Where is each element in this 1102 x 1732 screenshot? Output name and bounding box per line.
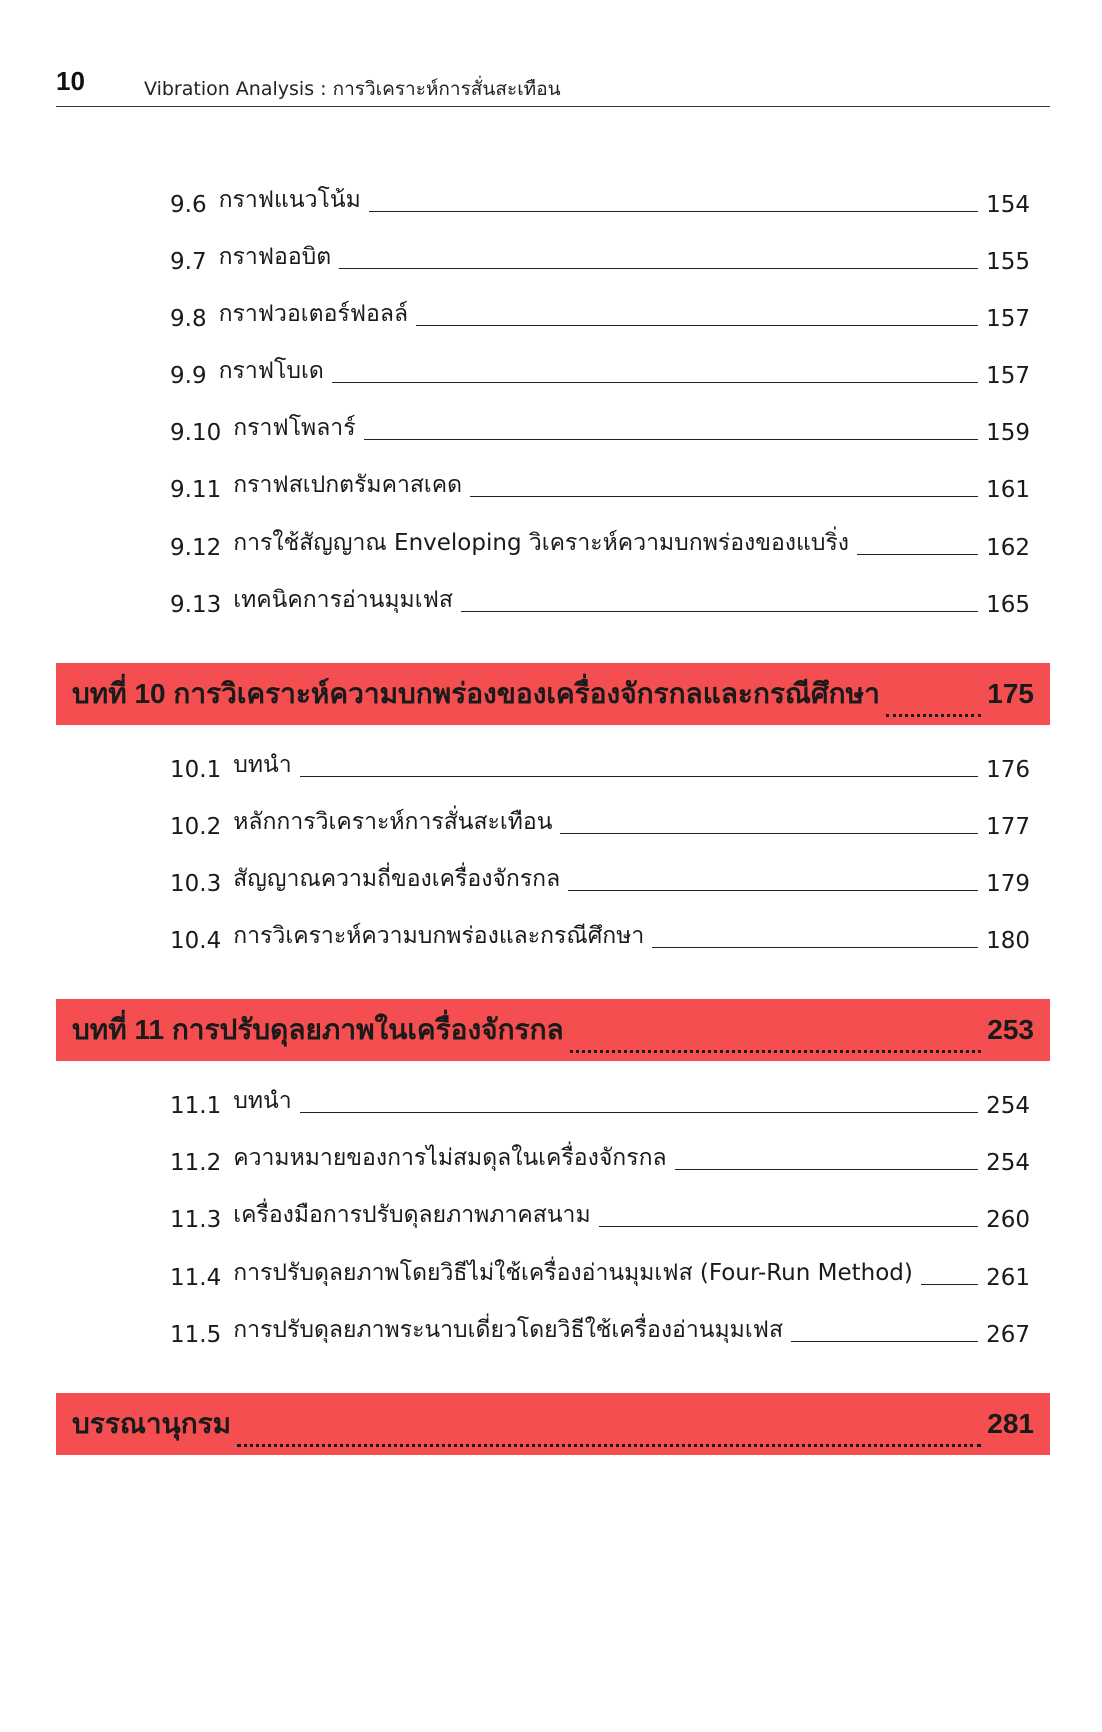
toc-entry-page: 157 — [986, 363, 1030, 389]
dot-leader — [886, 714, 981, 717]
toc-entry-9-8[interactable] — [170, 296, 1030, 332]
toc-entry-page: 180 — [986, 928, 1030, 954]
toc-entry-title: บทนำ — [233, 752, 292, 778]
toc-entry-number: 9.12 — [170, 535, 222, 561]
toc-entry-11-4[interactable] — [170, 1255, 1030, 1291]
toc-entry-10-2[interactable] — [170, 804, 1030, 840]
toc-entry-title: เทคนิคการอ่านมุมเฟส — [233, 587, 453, 613]
toc-entry-number: 11.5 — [170, 1322, 222, 1348]
toc-entry-number: 9.6 — [170, 192, 207, 218]
toc-entry-11-1[interactable] — [170, 1083, 1030, 1119]
toc-entry-title: หลักการวิเคราะห์การสั่นสะเทือน — [233, 809, 553, 835]
toc-entry-title: สัญญาณความถี่ของเครื่องจักรกล — [233, 866, 561, 892]
toc-entry-9-12[interactable] — [170, 525, 1030, 561]
toc-entry-page: 267 — [986, 1322, 1030, 1348]
toc-entry-title: การปรับดุลยภาพระนาบเดี่ยวโดยวิธีใช้เครื่องอ่านมุมเฟส — [233, 1317, 784, 1343]
chapter-11-heading[interactable] — [56, 999, 1050, 1061]
toc-entry-page: 159 — [986, 420, 1030, 446]
toc-entry-number: 9.9 — [170, 363, 207, 389]
toc-entry-page: 261 — [986, 1265, 1030, 1291]
toc-entry-page: 162 — [986, 535, 1030, 561]
toc-entry-number: 9.7 — [170, 249, 207, 275]
toc-entry-number: 11.3 — [170, 1207, 222, 1233]
toc-entry-title: กราฟโบเด — [218, 358, 324, 384]
toc-entry-page: 254 — [986, 1150, 1030, 1176]
leader-line — [339, 268, 978, 269]
toc-entry-10-1[interactable] — [170, 747, 1030, 783]
leader-line — [560, 833, 978, 834]
toc-entry-11-2[interactable] — [170, 1140, 1030, 1176]
toc-entry-number: 9.13 — [170, 592, 222, 618]
bibliography-heading[interactable] — [56, 1393, 1050, 1455]
toc-entry-page: 154 — [986, 192, 1030, 218]
toc-entry-title: กราฟแนวโน้ม — [218, 187, 361, 213]
toc-entry-11-5[interactable] — [170, 1312, 1030, 1348]
toc-entry-page: 179 — [986, 871, 1030, 897]
toc-entry-number: 9.10 — [170, 420, 222, 446]
toc-entry-number: 10.1 — [170, 757, 222, 783]
leader-line — [300, 1112, 978, 1113]
leader-line — [568, 890, 978, 891]
toc-entry-10-4[interactable] — [170, 918, 1030, 954]
toc-entry-title: กราฟออบิต — [218, 244, 332, 270]
toc-entry-page: 176 — [986, 757, 1030, 783]
toc-entry-number: 10.3 — [170, 871, 222, 897]
toc-entry-title: การใช้สัญญาณ Enveloping วิเคราะห์ความบกพร่องของแบริ่ง — [233, 530, 850, 556]
toc-entry-11-3[interactable] — [170, 1197, 1030, 1233]
toc-entry-title: บทนำ — [233, 1088, 292, 1114]
toc-entry-page: 254 — [986, 1093, 1030, 1119]
toc-entry-title: การปรับดุลยภาพโดยวิธีไม่ใช้เครื่องอ่านมุมเฟส (Four-Run Method) — [233, 1260, 913, 1286]
toc-entry-10-3[interactable] — [170, 861, 1030, 897]
toc-entry-title: การวิเคราะห์ความบกพร่องและกรณีศึกษา — [233, 923, 645, 949]
toc-entry-title: กราฟวอเตอร์ฟอลล์ — [218, 301, 409, 327]
leader-line — [857, 554, 978, 555]
toc-entry-9-11[interactable] — [170, 467, 1030, 503]
toc-entry-9-10[interactable] — [170, 410, 1030, 446]
chapter-title: บทที่ 11 การปรับดุลยภาพในเครื่องจักรกล — [72, 1014, 564, 1045]
toc-entry-page: 177 — [986, 814, 1030, 840]
leader-line — [416, 325, 978, 326]
toc-entry-number: 9.8 — [170, 306, 207, 332]
chapter-page: 175 — [987, 678, 1034, 709]
toc-entry-number: 11.4 — [170, 1265, 222, 1291]
toc-entry-number: 9.11 — [170, 477, 222, 503]
toc-entry-9-7[interactable] — [170, 239, 1030, 275]
toc-entry-9-9[interactable] — [170, 353, 1030, 389]
toc-entry-number: 11.2 — [170, 1150, 222, 1176]
running-title: Vibration Analysis : การวิเคราะห์การสั่นสะเทือน — [144, 78, 561, 100]
toc-entry-page: 161 — [986, 477, 1030, 503]
leader-line — [364, 439, 979, 440]
leader-line — [332, 382, 978, 383]
toc-entry-number: 11.1 — [170, 1093, 222, 1119]
leader-line — [461, 611, 978, 612]
page-number: 10 — [56, 66, 85, 96]
leader-line — [791, 1341, 978, 1342]
chapter-page: 253 — [987, 1014, 1034, 1045]
chapter-title: บรรณานุกรม — [72, 1408, 232, 1439]
toc-entry-page: 155 — [986, 249, 1030, 275]
toc-entry-title: กราฟโพลาร์ — [233, 415, 356, 441]
toc-entry-title: ความหมายของการไม่สมดุลในเครื่องจักรกล — [233, 1145, 667, 1171]
toc-entry-page: 157 — [986, 306, 1030, 332]
toc-entry-9-6[interactable] — [170, 182, 1030, 218]
chapter-page: 281 — [987, 1408, 1034, 1439]
dot-leader — [237, 1444, 981, 1447]
chapter-title: บทที่ 10 การวิเคราะห์ความบกพร่องของเครื่องจักรกลและกรณีศึกษา — [72, 678, 880, 709]
leader-line — [599, 1226, 978, 1227]
leader-line — [652, 947, 978, 948]
leader-line — [470, 496, 978, 497]
toc-entry-title: กราฟสเปกตรัมคาสเคด — [233, 472, 463, 498]
toc-entry-9-13[interactable] — [170, 582, 1030, 618]
dot-leader — [570, 1050, 982, 1053]
leader-line — [300, 776, 978, 777]
toc-entry-number: 10.2 — [170, 814, 222, 840]
leader-line — [675, 1169, 978, 1170]
chapter-10-heading[interactable] — [56, 663, 1050, 725]
toc-entry-title: เครื่องมือการปรับดุลยภาพภาคสนาม — [233, 1202, 591, 1228]
leader-line — [921, 1284, 978, 1285]
toc-entry-page: 165 — [986, 592, 1030, 618]
toc-entry-page: 260 — [986, 1207, 1030, 1233]
leader-line — [369, 211, 978, 212]
page-header — [56, 62, 1050, 107]
toc-entry-number: 10.4 — [170, 928, 222, 954]
